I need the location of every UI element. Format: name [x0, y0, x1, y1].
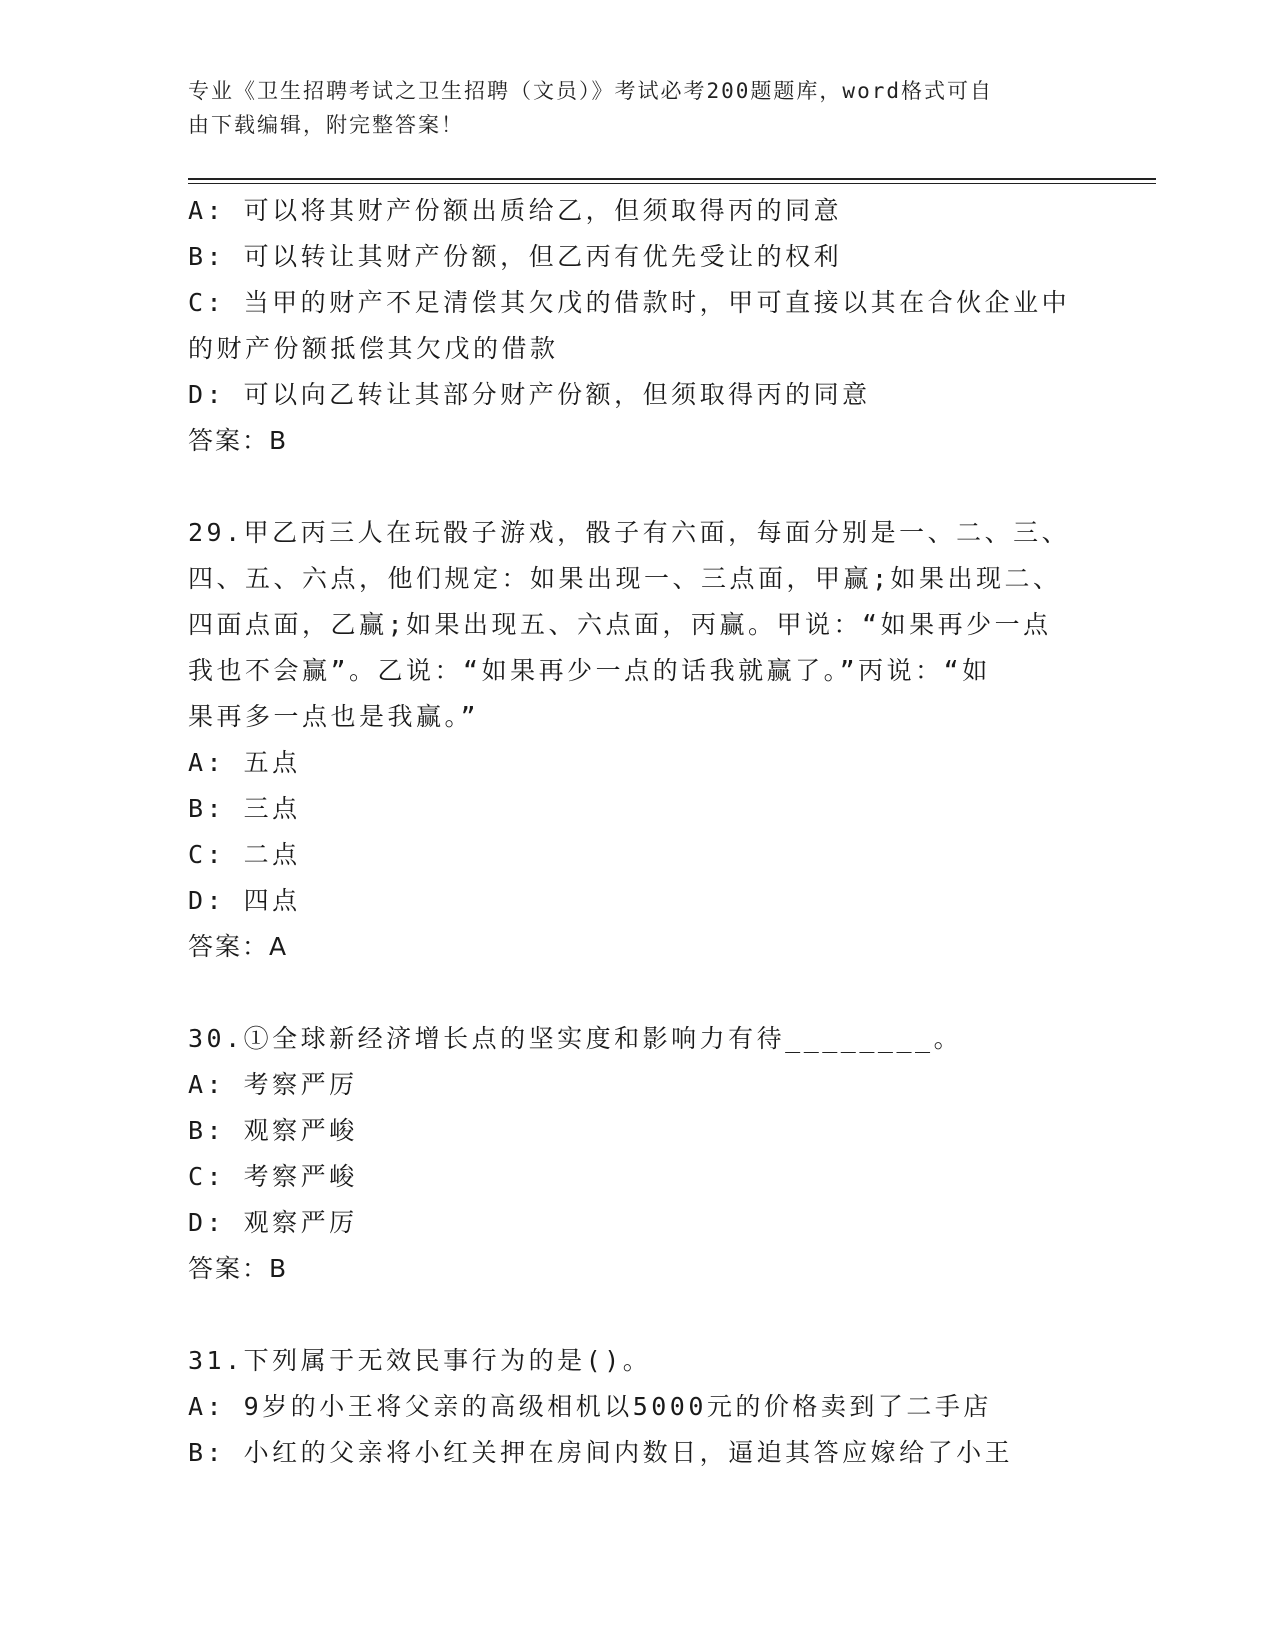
option-c-continued: 的财产份额抵偿其欠戊的借款 [188, 334, 559, 363]
answer-label: 答案：A [188, 932, 289, 961]
question-29 [188, 510, 1088, 970]
header-rule-thick [188, 178, 1156, 180]
option-a: A: 五点 [188, 748, 301, 777]
question-31 [188, 1338, 1088, 1476]
spacer [188, 970, 1088, 1016]
spacer [188, 464, 1088, 510]
question-stem: 30.①全球新经济增长点的坚实度和影响力有待________。 [188, 1024, 963, 1053]
option-d: D: 可以向乙转让其部分财产份额，但须取得丙的同意 [188, 380, 871, 409]
answer-label: 答案：B [188, 1254, 289, 1283]
spacer [188, 1292, 1088, 1338]
question-stem-line: 四面点面，乙赢;如果出现五、六点面，丙赢。甲说：“如果再少一点 [188, 610, 1052, 639]
option-c: C: 当甲的财产不足清偿其欠戊的借款时，甲可直接以其在合伙企业中 [188, 288, 1071, 317]
option-b: B: 观察严峻 [188, 1116, 358, 1145]
question-stem-line: 我也不会赢”。乙说：“如果再少一点的话我就赢了。”丙说：“如 [188, 656, 991, 685]
option-d: D: 观察严厉 [188, 1208, 358, 1237]
question-body [188, 188, 1088, 1476]
question-stem-line: 果再多一点也是我赢。” [188, 702, 480, 731]
option-c: C: 二点 [188, 840, 301, 869]
document-header [188, 74, 1078, 142]
header-line-2: 由下载编辑，附完整答案！ [188, 113, 464, 137]
option-a: A: 可以将其财产份额出质给乙，但须取得丙的同意 [188, 196, 843, 225]
question-stem-line: 四、五、六点，他们规定：如果出现一、三点面，甲赢;如果出现二、 [188, 564, 1062, 593]
question-30 [188, 1016, 1088, 1292]
option-b: B: 三点 [188, 794, 301, 823]
option-a: A: 9岁的小王将父亲的高级相机以5000元的价格卖到了二手店 [188, 1392, 992, 1421]
header-rule-thin [188, 183, 1156, 184]
header-line-1: 专业《卫生招聘考试之卫生招聘（文员）》考试必考200题题库，word格式可自 [188, 79, 993, 103]
question-stem: 31.下列属于无效民事行为的是()。 [188, 1346, 652, 1375]
option-c: C: 考察严峻 [188, 1162, 358, 1191]
option-b: B: 可以转让其财产份额，但乙丙有优先受让的权利 [188, 242, 843, 271]
option-d: D: 四点 [188, 886, 301, 915]
question-stem: 29.甲乙丙三人在玩骰子游戏，骰子有六面，每面分别是一、二、三、 [188, 518, 1071, 547]
question-28 [188, 188, 1088, 464]
option-a: A: 考察严厉 [188, 1070, 358, 1099]
option-b: B: 小红的父亲将小红关押在房间内数日，逼迫其答应嫁给了小王 [188, 1438, 1014, 1467]
answer-label: 答案：B [188, 426, 289, 455]
